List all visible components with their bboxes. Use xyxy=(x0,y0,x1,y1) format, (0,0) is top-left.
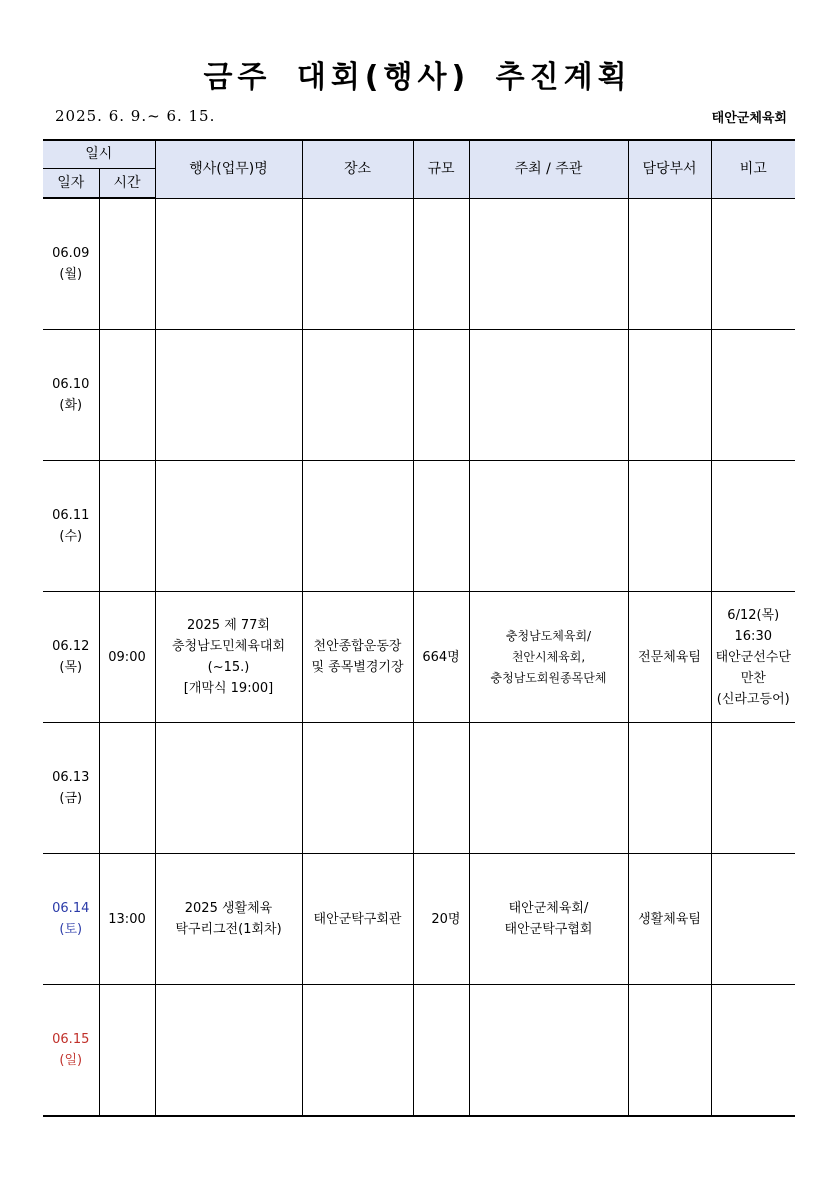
date-cell: 06.13 (금) xyxy=(43,723,99,854)
event-cell: 2025 제 77회 충청남도민체육대회 (~15.) [개막식 19:00] xyxy=(155,592,302,723)
place-cell xyxy=(302,723,413,854)
remark-cell xyxy=(711,330,795,461)
date-cell: 06.15 (일) xyxy=(43,985,99,1117)
date-cell: 06.09 (월) xyxy=(43,198,99,330)
header-time: 시간 xyxy=(99,169,155,199)
event-cell xyxy=(155,723,302,854)
host-cell xyxy=(469,723,628,854)
scale-cell xyxy=(413,985,469,1117)
remark-cell xyxy=(711,985,795,1117)
time-cell: 09:00 xyxy=(99,592,155,723)
place-cell xyxy=(302,198,413,330)
place-cell: 태안군탁구회관 xyxy=(302,854,413,985)
table-row xyxy=(43,592,795,723)
time-cell xyxy=(99,723,155,854)
remark-cell: 6/12(목) 16:30 태안군선수단 만찬 (신라고등어) xyxy=(711,592,795,723)
event-cell xyxy=(155,461,302,592)
table-row xyxy=(43,198,795,330)
header-remark: 비고 xyxy=(711,140,795,198)
schedule-table xyxy=(43,139,795,1117)
remark-cell xyxy=(711,854,795,985)
dept-cell xyxy=(628,985,711,1117)
place-cell xyxy=(302,330,413,461)
event-cell: 2025 생활체육 탁구리그전(1회차) xyxy=(155,854,302,985)
table-row xyxy=(43,461,795,592)
scale-cell xyxy=(413,198,469,330)
date-cell: 06.12 (목) xyxy=(43,592,99,723)
table-row xyxy=(43,723,795,854)
header-place: 장소 xyxy=(302,140,413,198)
dept-cell xyxy=(628,198,711,330)
organization-name: 태안군체육회 xyxy=(711,111,787,126)
scale-cell xyxy=(413,461,469,592)
event-cell xyxy=(155,985,302,1117)
table-row xyxy=(43,854,795,985)
header-event: 행사(업무)명 xyxy=(155,140,302,198)
date-cell: 06.14 (토) xyxy=(43,854,99,985)
time-cell xyxy=(99,461,155,592)
scale-cell xyxy=(413,723,469,854)
time-cell xyxy=(99,198,155,330)
place-cell: 천안종합운동장 및 종목별경기장 xyxy=(302,592,413,723)
time-cell xyxy=(99,985,155,1117)
dept-cell xyxy=(628,330,711,461)
remark-cell xyxy=(711,461,795,592)
dept-cell xyxy=(628,461,711,592)
dept-cell: 전문체육팀 xyxy=(628,592,711,723)
scale-cell xyxy=(413,330,469,461)
header-host: 주최 / 주관 xyxy=(469,140,628,198)
scale-cell: 20명 xyxy=(413,854,469,985)
table-row xyxy=(43,330,795,461)
scale-cell: 664명 xyxy=(413,592,469,723)
remark-cell xyxy=(711,723,795,854)
header-datetime: 일시 xyxy=(43,140,155,169)
period-range: 2025. 6. 9.~ 6. 15. xyxy=(55,107,216,125)
date-cell: 06.10 (화) xyxy=(43,330,99,461)
host-cell xyxy=(469,198,628,330)
place-cell xyxy=(302,461,413,592)
date-cell: 06.11 (수) xyxy=(43,461,99,592)
header-dept: 담당부서 xyxy=(628,140,711,198)
header-date: 일자 xyxy=(43,169,99,199)
host-cell xyxy=(469,330,628,461)
dept-cell: 생활체육팀 xyxy=(628,854,711,985)
time-cell: 13:00 xyxy=(99,854,155,985)
header-scale: 규모 xyxy=(413,140,469,198)
event-cell xyxy=(155,198,302,330)
host-cell: 태안군체육회/ 태안군탁구협회 xyxy=(469,854,628,985)
event-cell xyxy=(155,330,302,461)
dept-cell xyxy=(628,723,711,854)
place-cell xyxy=(302,985,413,1117)
remark-cell xyxy=(711,198,795,330)
time-cell xyxy=(99,330,155,461)
host-cell xyxy=(469,985,628,1117)
table-row xyxy=(43,985,795,1117)
host-cell xyxy=(469,461,628,592)
page-title: 금주 대회(행사) 추진계획 xyxy=(203,60,632,95)
host-cell: 충청남도체육회/ 천안시체육회, 충청남도회원종목단체 xyxy=(469,592,628,723)
